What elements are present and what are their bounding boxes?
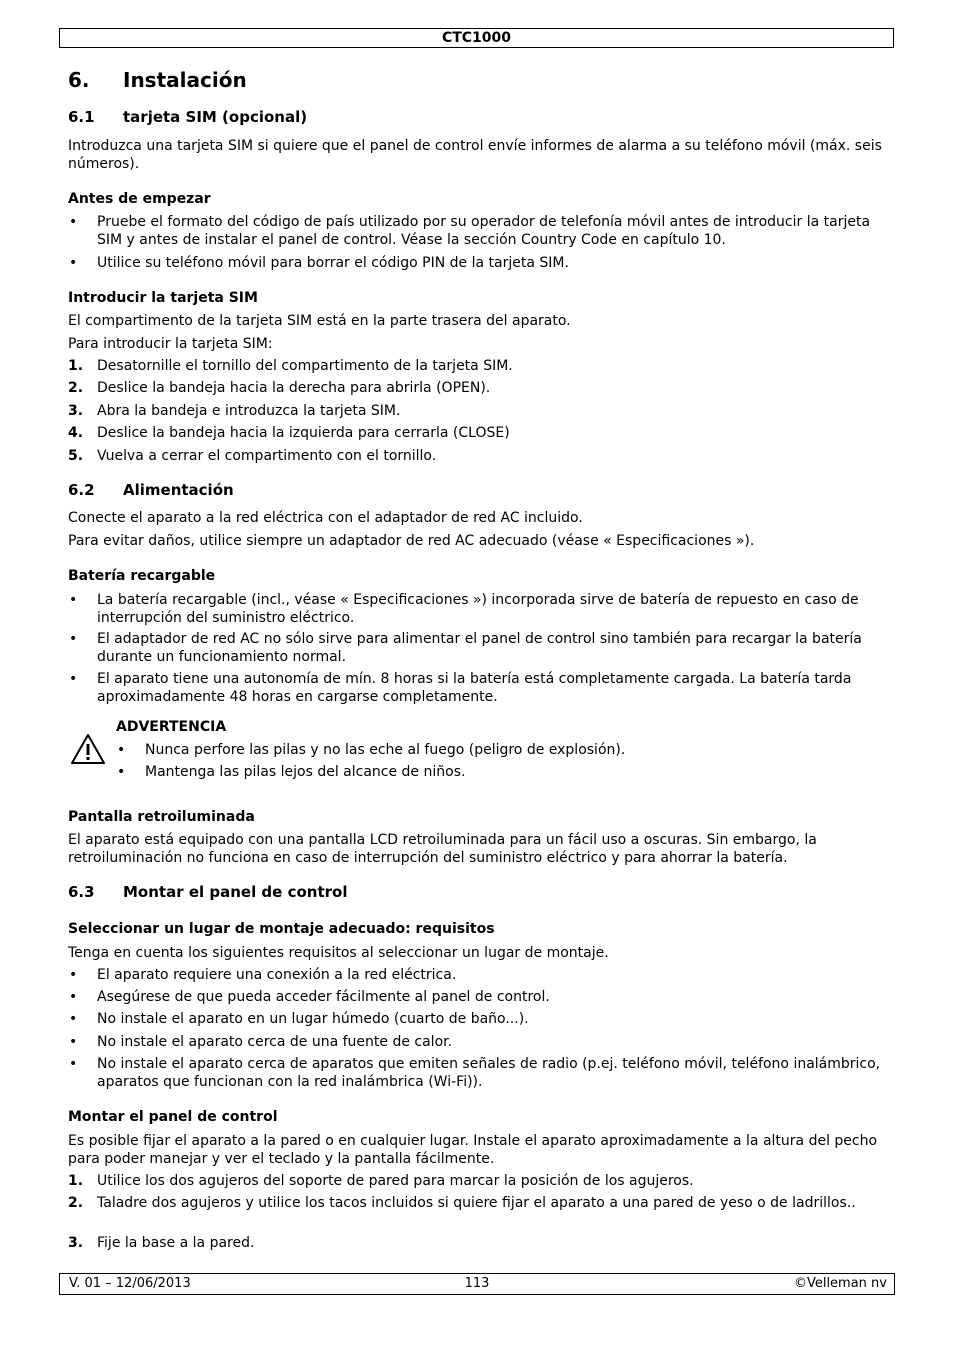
subsection-number: 6.2 — [68, 481, 95, 499]
subsection-title: tarjeta SIM (opcional) — [123, 108, 308, 126]
bullet: • — [69, 1011, 78, 1027]
backlight-paragraph: El aparato está equipado con una pantalla LCD retroiluminada para un fácil uso a oscuras. Sin embargo, la retroiluminación no funciona en caso de interrupción del suministro eléctrico y para ahorrar la batería. — [68, 832, 817, 866]
warning-list-item: • Nunca perfore las pilas y no las eche al fuego (peligro de explosión). — [117, 742, 626, 758]
power-paragraph-1: Conecte el aparato a la red eléctrica con el adaptador de red AC incluido. — [68, 510, 583, 526]
numbered-step: 2. Taladre dos agujeros y utilice los tacos incluidos si quiere fijar el aparato a una pared de yeso o de ladrillos.. — [68, 1195, 856, 1211]
page-number: 113 — [464, 1276, 490, 1291]
bullet: • — [69, 1056, 78, 1072]
warning-list-item: • Mantenga las pilas lejos del alcance de niños. — [117, 764, 466, 780]
section-title: Instalación — [123, 68, 247, 92]
before-start-heading: Antes de empezar — [68, 191, 211, 207]
list-item: • No instale el aparato cerca de aparatos que emiten señales de radio (p.ej. teléfono móvil, teléfono inalámbrico, aparatos que funcionan con la red inalámbrica (Wi-Fi)). — [69, 1056, 881, 1090]
requirements-paragraph: Tenga en cuenta los siguientes requisitos al seleccionar un lugar de montaje. — [68, 945, 609, 961]
sim-intro-paragraph: Introduzca una tarjeta SIM si quiere que el panel de control envíe informes de alarma a su teléfono móvil (máx. seis números). — [68, 138, 882, 172]
version-date: V. 01 – 12/06/2013 — [69, 1276, 191, 1291]
bullet: • — [69, 671, 78, 687]
subsection-heading-6-2 — [68, 481, 888, 499]
subsection-title: Alimentación — [123, 481, 234, 499]
mount-paragraph: Es posible fijar el aparato a la pared o en cualquier lugar. Instale el aparato aproximadamente a la altura del pecho para poder manejar y ver el teclado y la pantalla fácilmente. — [68, 1133, 878, 1167]
list-item: • Pruebe el formato del código de país utilizado por su operador de telefonía móvil antes de introducir la tarjeta SIM y antes de instalar el panel de control. Véase la sección Country Code en capítulo 10. — [69, 214, 871, 248]
list-item: • El aparato requiere una conexión a la red eléctrica. — [69, 967, 457, 983]
bullet: • — [117, 742, 126, 758]
power-paragraph-2: Para evitar daños, utilice siempre un adaptador de red AC adecuado (véase « Especificaciones »). — [68, 533, 755, 549]
bullet: • — [69, 255, 78, 271]
subsection-number: 6.1 — [68, 108, 95, 126]
subsection-heading-6-1 — [68, 108, 888, 126]
bullet: • — [117, 764, 126, 780]
list-item: • El aparato tiene una autonomía de mín. 8 horas si la batería está completamente cargada. La batería tarda aproximadamente 48 horas en cargarse completamente. — [69, 671, 852, 705]
bullet: • — [69, 214, 78, 230]
copyright: ©Velleman nv — [793, 1276, 887, 1291]
bullet: • — [69, 967, 78, 983]
numbered-step: 3. Abra la bandeja e introduzca la tarjeta SIM. — [68, 403, 401, 419]
subsection-number: 6.3 — [68, 883, 95, 901]
warning-triangle-icon — [70, 733, 106, 765]
bullet: • — [69, 631, 78, 647]
warning-title: ADVERTENCIA — [116, 719, 227, 735]
section-heading — [68, 68, 888, 92]
numbered-step: 1. Utilice los dos agujeros del soporte de pared para marcar la posición de los agujeros. — [68, 1173, 694, 1189]
insert-sim-heading: Introducir la tarjeta SIM — [68, 290, 258, 306]
bullet: • — [69, 1034, 78, 1050]
subsection-title: Montar el panel de control — [123, 883, 348, 901]
numbered-step: 3. Fije la base a la pared. — [68, 1235, 255, 1251]
list-item: • No instale el aparato cerca de una fuente de calor. — [69, 1034, 453, 1050]
numbered-step: 2. Deslice la bandeja hacia la derecha para abrirla (OPEN). — [68, 380, 491, 396]
backlight-heading: Pantalla retroiluminada — [68, 809, 255, 825]
section-number: 6. — [68, 68, 90, 92]
mount-heading: Montar el panel de control — [68, 1109, 278, 1125]
page-footer — [59, 1273, 895, 1295]
bullet: • — [69, 592, 78, 608]
numbered-step: 4. Deslice la bandeja hacia la izquierda para cerrarla (CLOSE) — [68, 425, 510, 441]
numbered-step: 1. Desatornille el tornillo del compartimento de la tarjeta SIM. — [68, 358, 513, 374]
page-header — [59, 28, 894, 48]
document-title: CTC1000 — [441, 30, 512, 46]
insert-sim-paragraph: El compartimento de la tarjeta SIM está en la parte trasera del aparato. — [68, 313, 571, 329]
subsection-heading-6-3 — [68, 883, 888, 901]
list-item: • El adaptador de red AC no sólo sirve para alimentar el panel de control sino también para recargar la batería durante un funcionamiento normal. — [69, 631, 862, 665]
list-item: • La batería recargable (incl., véase « Especificaciones ») incorporada sirve de batería de repuesto en caso de interrupción del suministro eléctrico. — [69, 592, 859, 626]
requirements-heading: Seleccionar un lugar de montaje adecuado: requisitos — [68, 921, 495, 937]
bullet: • — [69, 989, 78, 1005]
list-item: • Asegúrese de que pueda acceder fácilmente al panel de control. — [69, 989, 550, 1005]
numbered-step: 5. Vuelva a cerrar el compartimento con el tornillo. — [68, 448, 437, 464]
insert-sim-lead: Para introducir la tarjeta SIM: — [68, 336, 273, 352]
list-item: • Utilice su teléfono móvil para borrar el código PIN de la tarjeta SIM. — [69, 255, 569, 271]
battery-heading: Batería recargable — [68, 568, 216, 584]
list-item: • No instale el aparato en un lugar húmedo (cuarto de baño...). — [69, 1011, 529, 1027]
